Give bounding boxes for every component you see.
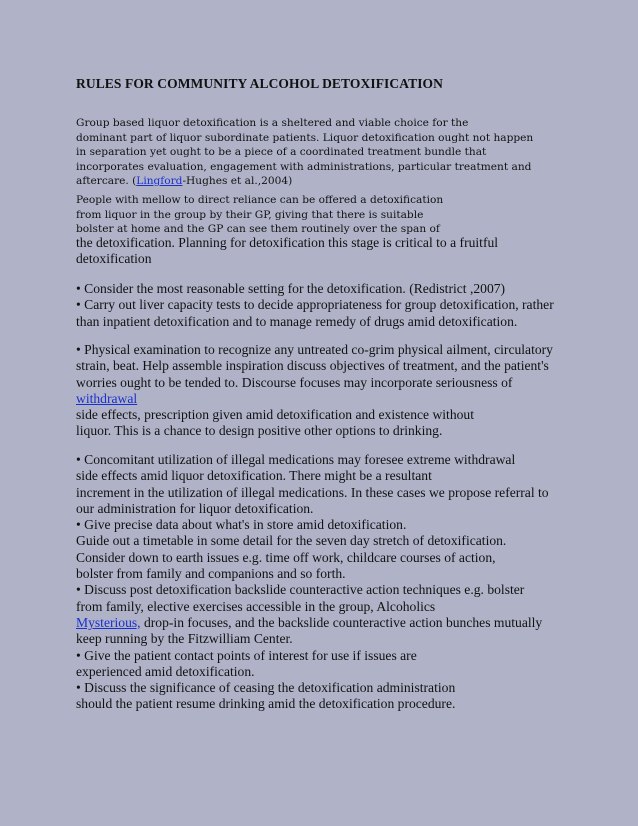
bullet-line: • Give the patient contact points of interest for use if issues are	[76, 647, 417, 663]
text-line: keep running by the Fitzwilliam Center.	[76, 631, 293, 647]
text-line: dominant part of liquor subordinate patients. Liquor detoxification ought not happen	[76, 131, 534, 144]
text-line	[76, 174, 533, 189]
text-line: should the patient resume drinking amid the detoxification procedure.	[76, 696, 456, 712]
gp-paragraph	[76, 193, 443, 237]
text-line: from family, elective exercises accessible in the group, Alcoholics	[76, 598, 436, 614]
bullet-line: • Discuss post detoxification backslide counteractive action techniques e.g. bolster	[76, 582, 525, 598]
text-line: Guide out a timetable in some detail for the seven day stretch of detoxification.	[76, 533, 507, 549]
text-line: increment in the utilization of illegal medications. In these cases we propose referral to	[76, 484, 549, 500]
text-segment: aftercare. (	[76, 175, 137, 188]
text-line: Group based liquor detoxification is a sheltered and viable choice for the	[76, 117, 469, 129]
lingford-link[interactable]: Lingford	[136, 175, 183, 188]
text-line: side effects, prescription given amid detoxification and existence without	[76, 407, 475, 423]
text-line: incorporates evaluation, engagement with administrations, particular treatment and	[76, 160, 532, 173]
text-line: People with mellow to direct reliance can be offered a detoxification	[76, 194, 444, 206]
mysterious-link[interactable]: Mysterious,	[76, 614, 141, 630]
text-line	[76, 391, 553, 407]
bullet-line: • Physical examination to recognize any untreated co-grim physical ailment, circulatory	[76, 342, 553, 357]
withdrawal-link[interactable]: withdrawal	[76, 390, 138, 406]
text-line: liquor. This is a chance to design positive other options to drinking.	[76, 423, 443, 439]
text-line: the detoxification. Planning for detoxification this stage is critical to a fruitful	[76, 235, 499, 250]
text-segment: -Hughes et al.,2004)	[182, 175, 293, 188]
examination-paragraph	[76, 342, 553, 440]
text-line: strain, beat. Help assemble inspiration discuss objectives of treatment, and the patient's	[76, 358, 549, 374]
bullet-line: • Consider the most reasonable setting for the detoxification. (Redistrict ,2007)	[76, 281, 506, 296]
intro-paragraph	[76, 116, 533, 189]
bullet-line: • Concomitant utilization of illegal medications may foresee extreme withdrawal	[76, 452, 516, 467]
setting-bullets	[76, 281, 554, 330]
page-title: RULES FOR COMMUNITY ALCOHOL DETOXIFICATION	[76, 76, 443, 91]
text-line	[76, 615, 549, 631]
text-line: side effects amid liquor detoxification. There might be a resultant	[76, 468, 432, 484]
medication-paragraph	[76, 452, 549, 713]
text-line: our administration for liquor detoxification.	[76, 500, 314, 516]
text-line: experienced amid detoxification.	[76, 663, 255, 679]
text-line: bolster at home and the GP can see them routinely over the span of	[76, 223, 440, 236]
gp-paragraph-continued	[76, 235, 498, 268]
bullet-line: • Discuss the significance of ceasing the detoxification administration	[76, 680, 456, 696]
text-line: Consider down to earth issues e.g. time off work, childcare courses of action,	[76, 549, 496, 565]
text-line: in separation yet ought to be a piece of a coordinated treatment bundle that	[76, 146, 487, 159]
text-line: worries ought to be tended to. Discourse focuses may incorporate seriousness of	[76, 374, 513, 390]
text-line: detoxification	[76, 251, 152, 267]
bullet-line: • Give precise data about what's in store amid detoxification.	[76, 517, 407, 533]
text-segment: drop-in focuses, and the backslide counteractive action bunches mutually	[140, 614, 543, 630]
text-line: than inpatient detoxification and to manage remedy of drugs amid detoxification.	[76, 313, 518, 329]
bullet-line: • Carry out liver capacity tests to decide appropriateness for group detoxification, rather	[76, 297, 554, 313]
text-line: from liquor in the group by their GP, giving that there is suitable	[76, 208, 424, 221]
text-line: bolster from family and companions and so forth.	[76, 566, 346, 582]
